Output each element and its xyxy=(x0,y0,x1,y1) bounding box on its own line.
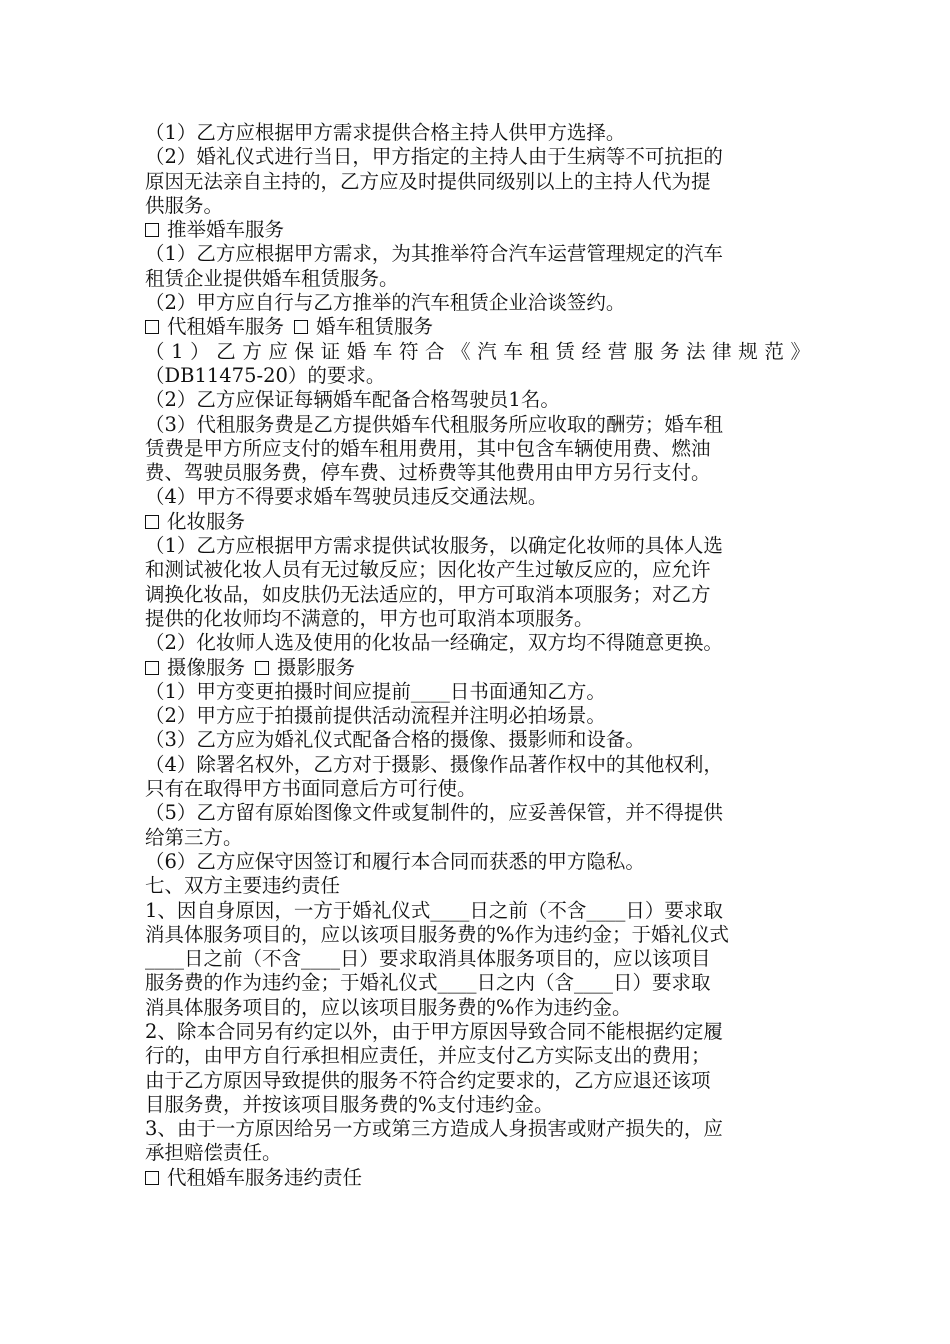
text-line: 费、驾驶员服务费，停车费、过桥费等其他费用由甲方另行支付。 xyxy=(145,461,711,485)
checkbox-line xyxy=(145,218,810,242)
checkbox-icon[interactable] xyxy=(145,661,159,675)
text-line: （4）除署名权外，乙方对于摄影、摄像作品著作权中的其他权利， xyxy=(145,752,723,776)
text-line: （1）乙方应根据甲方需求提供合格主持人供甲方选择。 xyxy=(145,121,626,144)
checkbox-icon[interactable] xyxy=(145,515,159,529)
checkbox-label: 推举婚车服务 xyxy=(167,218,285,242)
text-line: 1、因自身原因，一方于婚礼仪式____日之前（不含____日）要求取 xyxy=(145,898,723,922)
checkbox-label: 婚车租赁服务 xyxy=(316,315,434,339)
checkbox-label: 化妆服务 xyxy=(167,509,246,533)
text-line: （3）代租服务费是乙方提供婚车代租服务所应收取的酬劳；婚车租 xyxy=(145,412,723,436)
text-line: 3、由于一方原因给另一方或第三方造成人身损害或财产损失的，应 xyxy=(145,1117,723,1141)
checkbox-line xyxy=(145,315,810,339)
checkbox-label: 摄像服务 xyxy=(167,655,246,679)
text-line: （4）甲方不得要求婚车驾驶员违反交通法规。 xyxy=(145,485,548,509)
text-line: 赁费是甲方所应支付的婚车租用费用，其中包含车辆使用费、燃油 xyxy=(145,436,711,460)
text-line: 供服务。 xyxy=(145,193,224,217)
text-line: （2）乙方应保证每辆婚车配备合格驾驶员1名。 xyxy=(145,388,560,412)
text-line: 和测试被化妆人员有无过敏反应；因化妆产生过敏反应的，应允许 xyxy=(145,558,711,582)
text-line: （6）乙方应保守因签订和履行本合同而获悉的甲方隐私。 xyxy=(145,849,645,873)
text-line: （2）甲方应自行与乙方推举的汽车租赁企业洽谈签约。 xyxy=(145,291,626,315)
text-line: （5）乙方留有原始图像文件或复制件的，应妥善保管，并不得提供 xyxy=(145,801,723,825)
text-line: 行的，由甲方自行承担相应责任，并应支付乙方实际支出的费用； xyxy=(145,1044,711,1068)
checkbox-label: 代租婚车服务违约责任 xyxy=(167,1165,363,1189)
checkbox-icon[interactable] xyxy=(145,223,159,237)
text-line: （1）乙方应根据甲方需求，为其推举符合汽车运营管理规定的汽车 xyxy=(145,242,723,266)
text-line: 给第三方。 xyxy=(145,825,243,849)
text-line: ____日之前（不含____日）要求取消具体服务项目的，应以该项目 xyxy=(145,947,711,971)
text-line: 租赁企业提供婚车租赁服务。 xyxy=(145,266,399,290)
text-line: 由于乙方原因导致提供的服务不符合约定要求的，乙方应退还该项 xyxy=(145,1068,711,1092)
text-line: （2）化妆师人选及使用的化妆品一经确定，双方均不得随意更换。 xyxy=(145,631,723,655)
text-line: （3）乙方应为婚礼仪式配备合格的摄像、摄影师和设备。 xyxy=(145,728,645,752)
checkbox-icon[interactable] xyxy=(294,320,308,334)
text-line: 原因无法亲自主持的，乙方应及时提供同级别以上的主持人代为提 xyxy=(145,169,711,193)
checkbox-icon[interactable] xyxy=(145,320,159,334)
checkbox-label: 摄影服务 xyxy=(277,655,356,679)
text-line: 目服务费，并按该项目服务费的%支付违约金。 xyxy=(145,1092,554,1116)
text-line: （1）乙方应保证婚车符合《汽车租赁经营服务法律规范》 xyxy=(145,339,810,363)
text-line: 消具体服务项目的，应以该项目服务费的%作为违约金；于婚礼仪式 xyxy=(145,922,730,946)
text-line: （DB11475-20）的要求。 xyxy=(145,363,386,387)
text-line: 承担赔偿责任。 xyxy=(145,1141,282,1165)
checkbox-line xyxy=(145,1166,810,1190)
text-line: 服务费的作为违约金；于婚礼仪式____日之内（含____日）要求取 xyxy=(145,971,711,995)
text-line: （2）甲方应于拍摄前提供活动流程并注明必拍场景。 xyxy=(145,704,606,728)
section-heading: 七、双方主要违约责任 xyxy=(145,874,341,898)
text-line: （1）乙方应根据甲方需求提供试妆服务，以确定化妆师的具体人选 xyxy=(145,534,723,558)
text-line: 只有在取得甲方书面同意后方可行使。 xyxy=(145,777,477,801)
checkbox-line xyxy=(145,510,810,534)
document-page xyxy=(145,121,810,1190)
text-line: 2、除本合同另有约定以外，由于甲方原因导致合同不能根据约定履 xyxy=(145,1019,723,1043)
checkbox-line xyxy=(145,656,810,680)
text-line: 提供的化妆师均不满意的，甲方也可取消本项服务。 xyxy=(145,606,594,630)
checkbox-icon[interactable] xyxy=(145,1171,159,1185)
text-line: （1）甲方变更拍摄时间应提前____日书面通知乙方。 xyxy=(145,679,606,703)
text-line: （2）婚礼仪式进行当日，甲方指定的主持人由于生病等不可抗拒的 xyxy=(145,145,723,169)
text-line: 消具体服务项目的，应以该项目服务费的%作为违约金。 xyxy=(145,995,632,1019)
text-line: 调换化妆品，如皮肤仍无法适应的，甲方可取消本项服务；对乙方 xyxy=(145,582,711,606)
checkbox-label: 代租婚车服务 xyxy=(167,315,285,339)
checkbox-icon[interactable] xyxy=(255,661,269,675)
